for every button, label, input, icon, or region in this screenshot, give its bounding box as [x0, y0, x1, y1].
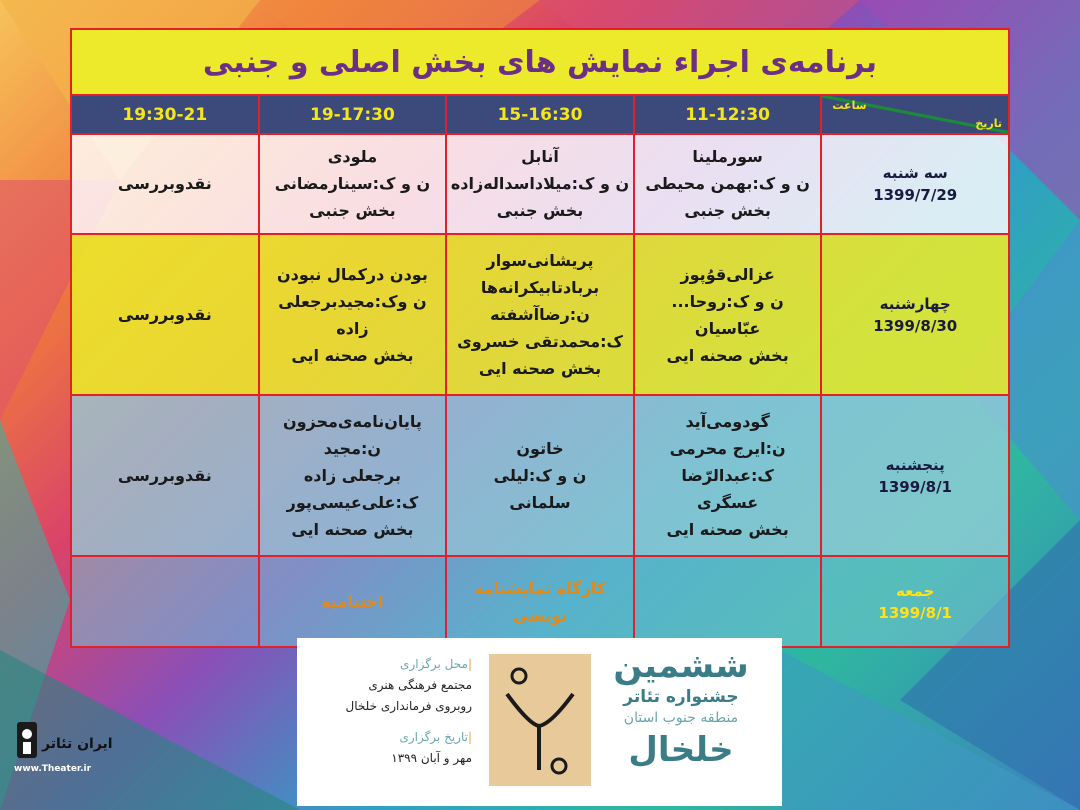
show-line: بخش صحنه ایی [478, 359, 602, 379]
show-line: عزالی‌قوُپوز [680, 264, 775, 284]
show-line: ن وک:مجیدبرجعلی زاده [278, 291, 427, 338]
day-name: چهارشنبه [879, 294, 951, 313]
show-cell [446, 134, 634, 235]
date-range-label: تاریخ برگزاری [399, 730, 468, 744]
show-line: پایان‌نامه‌ی‌محزون [282, 412, 422, 432]
show-cell [446, 234, 634, 395]
show-line: ن و ک:میلاداسداله‌زاده [450, 174, 630, 194]
day-date: 1399/8/1 [878, 477, 952, 496]
show-cell [259, 556, 447, 647]
day-date: 1399/7/29 [873, 185, 958, 204]
show-cell [259, 134, 447, 235]
show-line: گودومی‌آید [685, 412, 770, 432]
show-line: بودن درکمال نبودن [277, 264, 428, 284]
hour-label: ساعت [832, 99, 867, 113]
show-line: سورملینا [692, 147, 763, 167]
show-line: بخش صحنه ایی [291, 345, 414, 365]
show-cell [259, 395, 447, 556]
time-header-4: 19:30-21 [71, 95, 259, 133]
show-line: نقدوبررسی [117, 174, 212, 194]
theater-emblem-icon [14, 720, 40, 760]
show-line: نقدوبررسی [117, 305, 212, 325]
show-line: بربادتابیکرانه‌ها [480, 278, 600, 298]
table-row [71, 134, 1009, 235]
schedule-table [70, 28, 1010, 648]
time-header-2: 15-16:30 [446, 95, 634, 133]
date-label: تاریخ [975, 116, 1002, 130]
show-line: ن و ک:بهمن محیطی [645, 174, 810, 194]
show-line: ن:مجید [323, 439, 382, 459]
day-name: جمعه [895, 581, 935, 600]
show-line: ن و ک:لیلی [493, 466, 587, 486]
show-line: ن:ایرج محرمی [669, 439, 786, 459]
show-line: سلمانی [509, 493, 571, 513]
show-line: ن:رضاآشفته [490, 305, 590, 325]
show-line: برجعلی زاده [303, 466, 401, 486]
show-cell [634, 134, 822, 235]
brand-site: www.Theater.ir [14, 764, 92, 774]
date-range-value: مهر و آبان ۱۳۹۹ [391, 751, 472, 765]
show-line: کارگاه نمایشنامه [474, 578, 607, 598]
show-cell [634, 395, 822, 556]
show-line: بخش صحنه ایی [666, 345, 789, 365]
show-cell-empty [634, 556, 822, 647]
show-line: ک:محمدتقی خسروی [457, 332, 623, 352]
time-header-3: 19-17:30 [259, 95, 447, 133]
show-line: نقدوبررسی [117, 466, 212, 486]
show-line: بخش جنبی [684, 201, 771, 221]
festival-info-box [297, 638, 782, 806]
festival-title-mid: جشنواره تئاتر [623, 687, 739, 707]
show-line: خاتون [516, 439, 564, 459]
show-line: بخش جنبی [496, 201, 584, 221]
show-line: بخش صحنه ایی [666, 520, 789, 540]
show-cell [634, 234, 822, 395]
venue-label: محل برگزاری [400, 657, 468, 671]
brand-name: ایران تئاتر [42, 736, 113, 752]
show-cell [71, 395, 259, 556]
day-name: سه شنبه [882, 163, 948, 182]
day-cell [821, 134, 1009, 235]
festival-title [596, 646, 766, 772]
show-line: اختتامیه [321, 592, 384, 612]
festival-title-sub: منطقه جنوب استان [623, 710, 739, 726]
schedule-title: برنامه‌ی اجراء نمایش های بخش اصلی و جنبی [71, 29, 1009, 95]
show-line: ن و ک:روحا... [671, 291, 784, 311]
day-date: 1399/8/30 [873, 316, 958, 335]
show-cell [259, 234, 447, 395]
day-cell [821, 556, 1009, 647]
show-line: پریشانی‌سوار [486, 251, 594, 271]
festival-title-big: ششمین [613, 646, 749, 686]
show-line: آنابل [521, 147, 559, 167]
show-cell [446, 556, 634, 647]
table-row [71, 395, 1009, 556]
day-date: 1399/8/1 [878, 603, 952, 622]
festival-title-city: خلخال [628, 730, 734, 770]
venue-line-1: مجتمع فرهنگی هنری [368, 678, 472, 692]
show-cell [446, 395, 634, 556]
show-line: ن و ک:سینارمضانی [274, 174, 431, 194]
iran-theater-logo [14, 718, 154, 782]
show-line: بخش جنبی [309, 201, 396, 221]
day-cell [821, 234, 1009, 395]
festival-logo [489, 654, 591, 786]
time-header-1: 11-12:30 [634, 95, 822, 133]
festival-details: |محل برگزاری مجتمع فرهنگی هنری روبروی فرمانداری خلخال |تاریخ برگزاری مهر و آبان ۱۳۹۹ [302, 654, 472, 769]
show-line: عبّاسیان [694, 318, 761, 338]
show-cell [71, 234, 259, 395]
show-line: ک:عبدالرّضا [681, 466, 774, 486]
show-line: بخش صحنه ایی [291, 520, 414, 540]
table-row [71, 234, 1009, 395]
show-line: عسگری [697, 493, 759, 513]
festival-emblem-icon [489, 654, 591, 786]
show-cell [71, 134, 259, 235]
day-name: پنجشنبه [885, 455, 945, 474]
show-line: ک:علی‌عیسی‌پور [286, 493, 419, 513]
show-line: ملودی [327, 147, 378, 167]
venue-line-2: روبروی فرمانداری خلخال [345, 699, 472, 713]
show-cell-empty [71, 556, 259, 647]
table-row [71, 556, 1009, 647]
corner-header [821, 95, 1009, 133]
day-cell [821, 395, 1009, 556]
show-line: نویسی [512, 605, 568, 625]
